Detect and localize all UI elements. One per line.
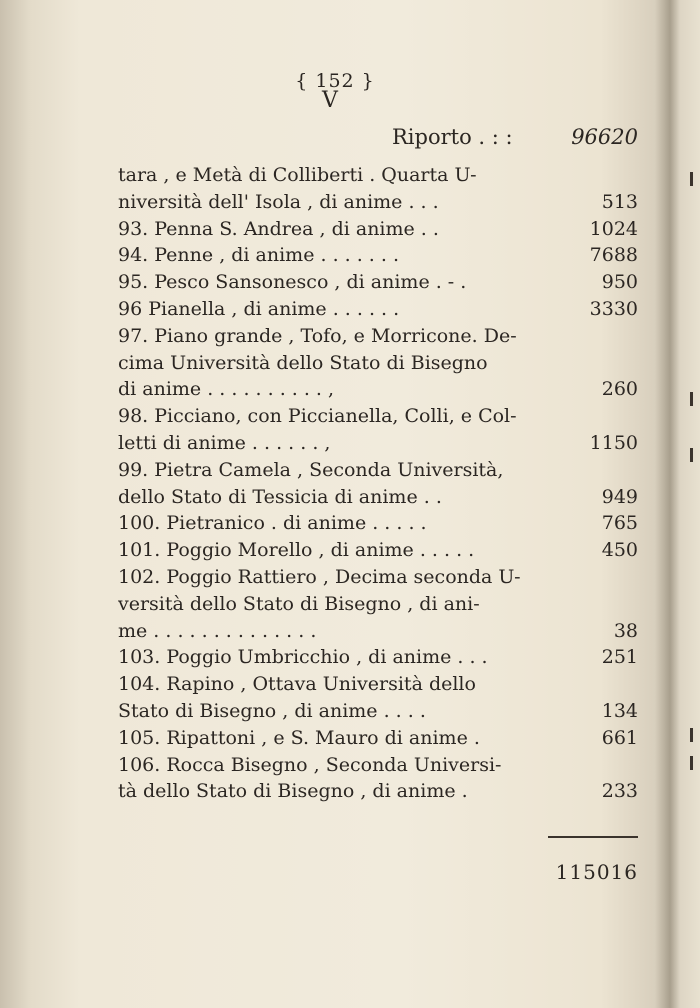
entry-line bbox=[118, 242, 638, 269]
entry-value: 1150 bbox=[589, 431, 638, 454]
entry-text: versità dello Stato di Bisegno , di ani- bbox=[118, 592, 480, 615]
entry-line bbox=[118, 189, 638, 216]
riporto-value: 96620 bbox=[571, 125, 638, 149]
entry-text: Stato di Bisegno , di anime . . . . bbox=[118, 699, 426, 722]
edge-mark bbox=[690, 756, 693, 770]
entry-line bbox=[118, 537, 638, 564]
entry-text: 96 Pianella , di anime . . . . . . bbox=[118, 297, 400, 320]
entry-value: 251 bbox=[601, 646, 638, 669]
entry-line bbox=[118, 323, 638, 350]
entry-text: tara , e Metà di Colliberti . Quarta U- bbox=[118, 164, 477, 186]
entry bbox=[118, 510, 638, 537]
entry-value: 1024 bbox=[589, 217, 638, 240]
entry-line bbox=[118, 350, 638, 377]
entry bbox=[118, 242, 638, 269]
entry-line bbox=[118, 162, 638, 189]
entry-text: 105. Ripattoni , e S. Mauro di anime . bbox=[118, 726, 480, 749]
entry-text: 95. Pesco Sansonesco , di anime . - . bbox=[118, 271, 467, 294]
entry-line bbox=[118, 752, 638, 779]
entry-text: 97. Piano grande , Tofo, e Morricone. De- bbox=[118, 324, 517, 347]
entry-text: 100. Pietranico . di anime . . . . . bbox=[118, 512, 427, 535]
entry-value: 661 bbox=[601, 726, 638, 749]
entry-value: 450 bbox=[601, 539, 638, 562]
entry-value: 38 bbox=[613, 619, 638, 642]
entry bbox=[118, 162, 638, 216]
entry-text: 101. Poggio Morello , di anime . . . . . bbox=[118, 539, 475, 562]
total-block bbox=[548, 836, 638, 884]
entry-line bbox=[118, 269, 638, 296]
entry bbox=[118, 323, 638, 403]
entry-value: 134 bbox=[601, 699, 638, 722]
entry-line bbox=[118, 484, 638, 511]
entry-value: 3330 bbox=[589, 297, 638, 320]
entry-text: tà dello Stato di Bisegno , di anime . bbox=[118, 780, 468, 803]
entry-value: 765 bbox=[601, 512, 638, 535]
entry bbox=[118, 644, 638, 671]
entry-text: me . . . . . . . . . . . . . . bbox=[118, 619, 317, 642]
entry bbox=[118, 537, 638, 564]
edge-mark bbox=[690, 728, 693, 742]
edge-mark bbox=[690, 172, 693, 186]
entry-line bbox=[118, 296, 638, 323]
entry bbox=[118, 216, 638, 243]
entry bbox=[118, 457, 638, 511]
riporto-label: Riporto . : : bbox=[392, 125, 513, 149]
entry-line bbox=[118, 591, 638, 618]
entry-value: 949 bbox=[601, 485, 638, 508]
entry-text: di anime . . . . . . . . . . , bbox=[118, 378, 335, 401]
entry-text: dello Stato di Tessicia di anime . . bbox=[118, 485, 442, 508]
riporto-line bbox=[392, 125, 638, 149]
entry-line bbox=[118, 618, 638, 645]
edge-mark bbox=[690, 392, 693, 406]
entry-line bbox=[118, 216, 638, 243]
entry-text: 93. Penna S. Andrea , di anime . . bbox=[118, 217, 439, 240]
entry bbox=[118, 564, 638, 644]
entry-list bbox=[118, 162, 638, 805]
entry-value: 950 bbox=[601, 271, 638, 294]
entry-line bbox=[118, 430, 638, 457]
entry-line bbox=[118, 564, 638, 591]
entry-line bbox=[118, 457, 638, 484]
entry-text: 102. Poggio Rattiero , Decima seconda U- bbox=[118, 565, 521, 588]
signature-mark: V bbox=[322, 88, 338, 113]
entry-line bbox=[118, 698, 638, 725]
entry bbox=[118, 671, 638, 725]
entry-text: letti di anime . . . . . . , bbox=[118, 431, 331, 454]
entry-text: 94. Penne , di anime . . . . . . . bbox=[118, 244, 400, 267]
page-header bbox=[0, 70, 700, 113]
entry bbox=[118, 269, 638, 296]
entry-line bbox=[118, 725, 638, 752]
entry-text: 98. Picciano, con Piccianella, Colli, e Col- bbox=[118, 405, 517, 428]
entry-line bbox=[118, 644, 638, 671]
entry-line bbox=[118, 778, 638, 805]
total-value: 115016 bbox=[555, 860, 638, 884]
entry-text: 104. Rapino , Ottava Università dello bbox=[118, 673, 476, 696]
entry-text: niversità dell' Isola , di anime . . . bbox=[118, 190, 439, 213]
entry-text: 106. Rocca Bisegno , Seconda Universi- bbox=[118, 753, 502, 776]
entry-value: 7688 bbox=[589, 244, 638, 267]
entry-value: 513 bbox=[601, 190, 638, 213]
entry-value: 260 bbox=[601, 378, 638, 401]
entry bbox=[118, 296, 638, 323]
entry-line bbox=[118, 671, 638, 698]
entry-line bbox=[118, 510, 638, 537]
adjacent-page-edge bbox=[690, 0, 700, 1008]
entry-value: 233 bbox=[601, 780, 638, 803]
entry-text: 99. Pietra Camela , Seconda Università, bbox=[118, 458, 504, 481]
entry bbox=[118, 403, 638, 457]
total-rule bbox=[548, 836, 638, 838]
entry-text: cima Università dello Stato di Bisegno bbox=[118, 351, 488, 374]
entry bbox=[118, 725, 638, 752]
entry bbox=[118, 752, 638, 806]
page-number: { 152 } bbox=[295, 70, 375, 92]
entry-line bbox=[118, 376, 638, 403]
entry-line bbox=[118, 403, 638, 430]
entry-text: 103. Poggio Umbricchio , di anime . . . bbox=[118, 646, 488, 669]
edge-mark bbox=[690, 448, 693, 462]
